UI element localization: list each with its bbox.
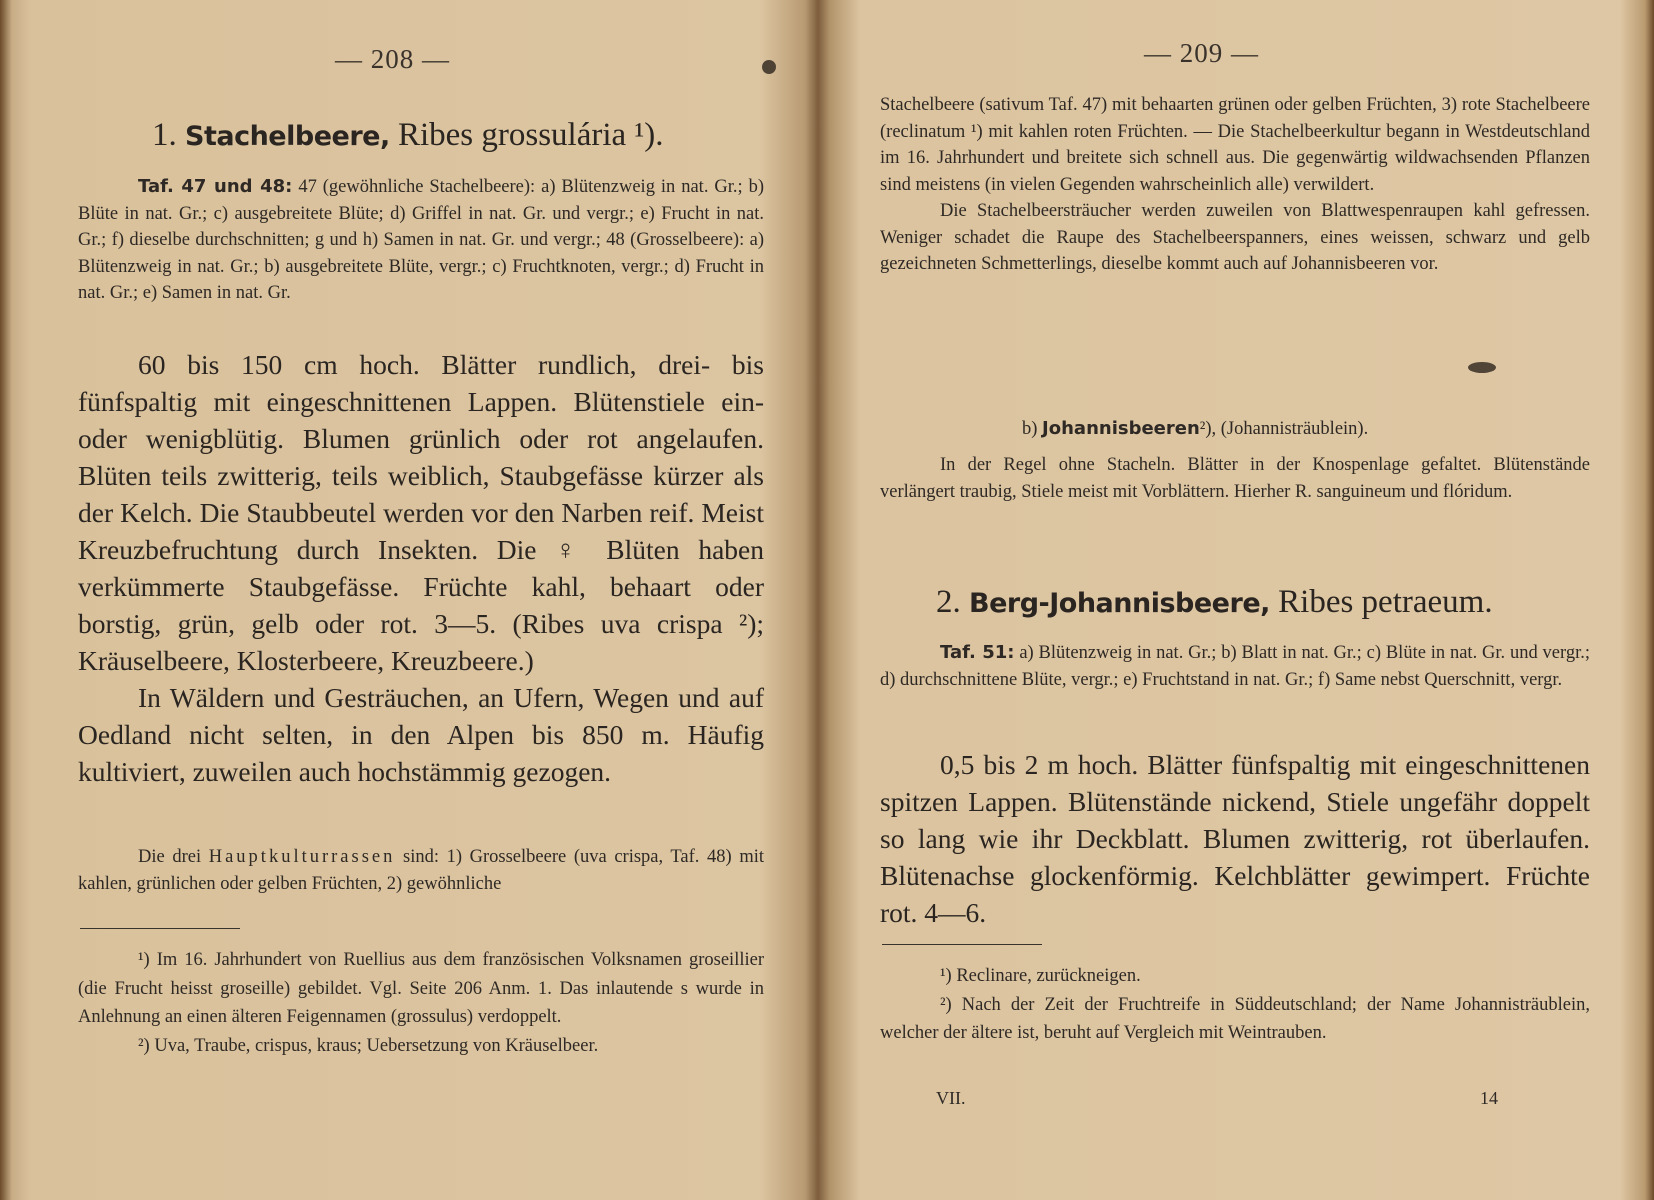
ink-spot <box>1468 362 1496 373</box>
page-number: — 208 — <box>335 44 450 74</box>
continuation-block <box>880 92 1590 278</box>
species-heading <box>152 117 664 154</box>
right-page <box>818 0 1654 1200</box>
plates-paragraph <box>78 174 764 307</box>
heading-latin: Ribes grossulária ¹). <box>397 117 664 153</box>
heading-number: 2. <box>936 584 961 620</box>
cultivars-intro: Die drei <box>138 847 209 867</box>
page-number: — 209 — <box>1144 38 1259 68</box>
subsection-name: Johannisbeeren <box>1042 418 1200 439</box>
cultivars-paragraph <box>78 844 764 897</box>
plates-text: 47 (gewöhnliche Stachelbeere): a) Blütenzweig in nat. Gr.; b) Blüte in nat. Gr.; c) ausgebreitete Blüte; d) Griffel in nat. Gr. und vergr.; e) Frucht in nat. Gr.; f) dieselbe durchschnitten; g und h) Samen in nat. Gr. und vergr.; 48 (Grosselbeere): a) Blütenzweig in nat. Gr.; b) ausgebreitete Blüte, vergr.; c) Fruchtknoten, vergr.; d) Frucht in nat. Gr.; e) Samen in nat. Gr. <box>78 177 765 303</box>
subsection-prefix: b) <box>1022 419 1038 439</box>
footnotes <box>78 946 764 1060</box>
habitat-paragraph: In Wäldern und Gesträuchen, an Ufern, Wegen und auf Oedland nicht selten, in den Alpen bis 850 m. Häufig kultiviert, zuweilen auch hochstämmig gezogen. <box>78 682 764 787</box>
footnote-rule <box>882 944 1042 945</box>
plates-paragraph <box>880 640 1590 693</box>
description-paragraph: 60 bis 150 cm hoch. Blätter rundlich, drei- bis fünfspaltig mit eingeschnittenen Lappen. Blütenstiele ein- oder wenigblütig. Blumen grünlich oder rot angelaufen. Blüten teils zwitterig, teils weiblich, Staubgefässe kürzer als der Kelch. Die Staubbeutel werden vor den Narben reif. Meist Kreuzbefruchtung durch Insekten. Die ♀ Blüten haben verkümmerte Staubgefässe. Früchte kahl, behaart oder borstig, grün, gelb oder rot. 3—5. (Ribes uva crispa ²); Kräuselbeere, Klosterbeere, Kreuzbeere.) <box>78 349 764 676</box>
heading-number: 1. <box>152 117 177 153</box>
description-block <box>78 346 764 790</box>
footnote-1: ¹) Reclinare, zurückneigen. <box>940 966 1141 986</box>
subsection-suffix: ²), (Johannisträublein). <box>1199 419 1369 439</box>
heading-name: Berg-Johannisbeere, <box>969 588 1270 619</box>
footnote-1: ¹) Im 16. Jahrhundert von Ruellius aus dem französischen Volksnamen groseillier (die Frucht heisst groseille) gebildet. Vgl. Seite 206 Anm. 1. Das inlautende s wurde in Anlehnung an einen älteren Feigennamen (grossulus) verdoppelt. <box>78 950 764 1027</box>
plates-label: Taf. 51: <box>940 642 1015 663</box>
left-page <box>0 0 818 1200</box>
heading-name: Stachelbeere, <box>185 121 390 152</box>
cultivars-spaced: Hauptkulturrassen <box>208 847 396 867</box>
leaf-number: 14 <box>1480 1088 1498 1108</box>
subsection-heading <box>1022 418 1368 440</box>
continuation-paragraph: Stachelbeere (sativum Taf. 47) mit behaarten grünen oder gelben Früchten, 3) rote Stachelbeere (reclinatum ¹) mit kahlen roten Früchten. — Die Stachelbeerkultur begann in Westdeutschland im 16. Jahrhundert und breitete sich schnell aus. Die gegenwärtig wildwachsenden Pflanzen sind meistens (in vielen Gegenden wahrscheinlich alle) verwildert. <box>880 95 1590 195</box>
plates-label: Taf. 47 und 48: <box>138 176 293 197</box>
cultivars-text: sind: 1) Grosselbeere (uva crispa, Taf. 48) mit kahlen, grünlichen oder gelben Früchten, 2) gewöhnliche <box>78 847 764 894</box>
signature-mark: VII. <box>936 1088 966 1108</box>
subsection-paragraph <box>880 452 1590 505</box>
footnote-2: ²) Nach der Zeit der Fruchtreife in Süddeutschland; der Name Johannisträublein, welcher der ältere ist, beruht auf Vergleich mit Weintrauben. <box>880 994 1590 1043</box>
ink-spot <box>762 60 776 74</box>
subsection-text: In der Regel ohne Stacheln. Blätter in der Knospenlage gefaltet. Blütenstände verlängert traubig, Stiele meist mit Vorblättern. Hierher R. sanguineum und flóridum. <box>880 455 1590 502</box>
footnote-2: ²) Uva, Traube, crispus, kraus; Uebersetzung von Kräuselbeer. <box>138 1035 599 1056</box>
description-paragraph: 0,5 bis 2 m hoch. Blätter fünfspaltig mit eingeschnittenen spitzen Lappen. Blütenstände nickend, Stiele ungefähr doppelt so lang wie ihr Deckblatt. Blumen zwitterig, rot überlaufen. Blütenachse glockenförmig. Kelchblätter gewimpert. Früchte rot. 4—6. <box>880 749 1590 928</box>
heading-latin: Ribes petraeum. <box>1278 584 1493 620</box>
footnotes <box>880 962 1590 1048</box>
pests-paragraph: Die Stachelbeersträucher werden zuweilen von Blattwespenraupen kahl gefressen. Weniger schadet die Raupe des Stachelbeerspanners, eines weissen, schwarz und gelb gezeichneten Schmetterlings, dieselbe kommt auch auf Johannisbeeren vor. <box>880 201 1590 274</box>
description-block <box>880 746 1590 931</box>
plates-text: a) Blütenzweig in nat. Gr.; b) Blatt in nat. Gr.; c) Blüte in nat. Gr. und vergr.; d) durchschnittene Blüte, vergr.; e) Fruchtstand in nat. Gr.; f) Same nebst Querschnitt, vergr. <box>880 643 1590 690</box>
footnote-rule <box>80 928 240 929</box>
species-heading <box>936 584 1493 621</box>
